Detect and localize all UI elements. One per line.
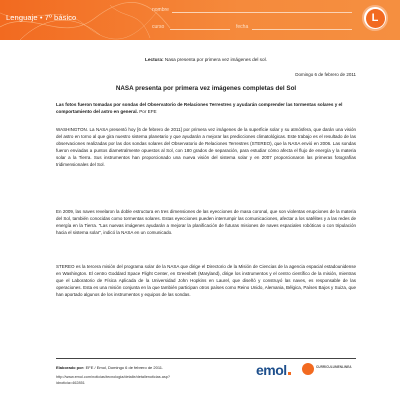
lead-text: Las fotos fueron tomadas por sondas del Observatorio de Relaciones Terrestres y ayudarán comprender las tormentas solares y el comportamiento del astro en general. xyxy=(56,102,343,114)
emol-logo-dot xyxy=(288,372,291,375)
credit-line xyxy=(56,365,163,370)
curriculum-logo xyxy=(302,363,360,377)
subject-label: Lenguaje • 7º básico xyxy=(6,13,77,22)
emol-logo xyxy=(256,362,296,378)
student-form xyxy=(152,4,352,38)
article-lead xyxy=(56,101,356,115)
paragraph-2: En 2009, las naves revelaron la doble estructura en tres dimensiones de las eyecciones de masa coronal, que son violentas erupciones de la materia del Sol, también conocidas como tormentas solares. Estas eyecciones pueden interrumpir las comunicaciones, afectar a los satélites y a las redes de energía en la Tierra. "Las nuevas imágenes ayudarán a mejorar la planificación de futuras misiones de naves espaciales robóticas o con tripulación hacia el sistema solar", indicó la NASA en un comunicado. xyxy=(56,209,356,235)
curriculum-logo-text: CURRICULUMENLINEA xyxy=(316,365,352,369)
nombre-label: nombre xyxy=(152,7,169,13)
curso-label: curso xyxy=(152,24,165,30)
emol-logo-text: emol xyxy=(256,362,287,378)
reading-line xyxy=(56,57,356,62)
paragraph-1: WASHINGTON. La NASA presentó hoy [6 de febrero de 2011] por primera vez imágenes de la superficie solar y su atmósfera, que darán una visión del astro en torno al que gira nuestro sistema planetario y que ayudarán a mejorar las predicciones climatológicas. Este trabajo es el resultado de las observaciones realizadas por las dos sondas solares del Observatorio de Relaciones Terrestres (STEREO), que la NASA envió en 2006. Las sondas fueron enviadas a puntos diametralmente opuestos al Sol, con 180 grados de separación, para estudiar cómo afecta el flujo de energía y la materia solar a la Tierra. Sus instrumentos han proporcionado una nueva visión del sistema solar y en 2007 proporcionaron las primeras fotografías tridimensionales del Sol. xyxy=(56,127,356,167)
article-date: Domingo 6 de febrero de 2011 xyxy=(295,72,356,77)
subject-badge-letter: L xyxy=(366,9,385,28)
lead-source: Por EFE xyxy=(139,109,157,114)
curriculum-logo-icon xyxy=(302,363,314,375)
curso-field[interactable] xyxy=(170,29,230,30)
fecha-field[interactable] xyxy=(252,29,352,30)
fecha-label: fecha xyxy=(236,24,249,30)
footer-divider xyxy=(56,358,356,359)
paragraph-3: STEREO es la tercera misión del programa solar de la NASA que dirige el Directorio de la Misión de Ciencias de la agencia espacial estadounidense en Washington. El centro Goddard Space Flight Center, en Greenbelt (Maryland), dirige los instrumentos y el centro científico de la misión, mientras que el Laboratorio de Física Aplicada de la Universidad John Hopkins en Laurel, que diseñó y construyó las naves, es responsable de las operaciones. Esta es una misión conjunta en la que también participan otros países como Reino Unido, Alemania, Bélgica, Países Bajos y Suiza, que han aportado algunos de los instrumentos y equipos de las sondas. xyxy=(56,264,356,297)
credit-prefix: Elaborado por: xyxy=(56,365,85,370)
nombre-field[interactable] xyxy=(172,12,352,13)
source-link[interactable]: http://www.emol.com/noticias/tecnologia/detalle/detallenoticias.asp?idnoticia=462851 xyxy=(56,375,170,385)
reading-prefix: Lectura: xyxy=(145,57,164,62)
credit-text: EFE / Emol, Domingo 6 de febrero de 2011. xyxy=(85,365,164,370)
subject-badge xyxy=(362,5,388,31)
reading-title: Nasa presenta por primera vez imágenes del sol. xyxy=(164,57,267,62)
article-title: NASA presenta por primera vez imágenes completas del Sol xyxy=(115,85,297,92)
